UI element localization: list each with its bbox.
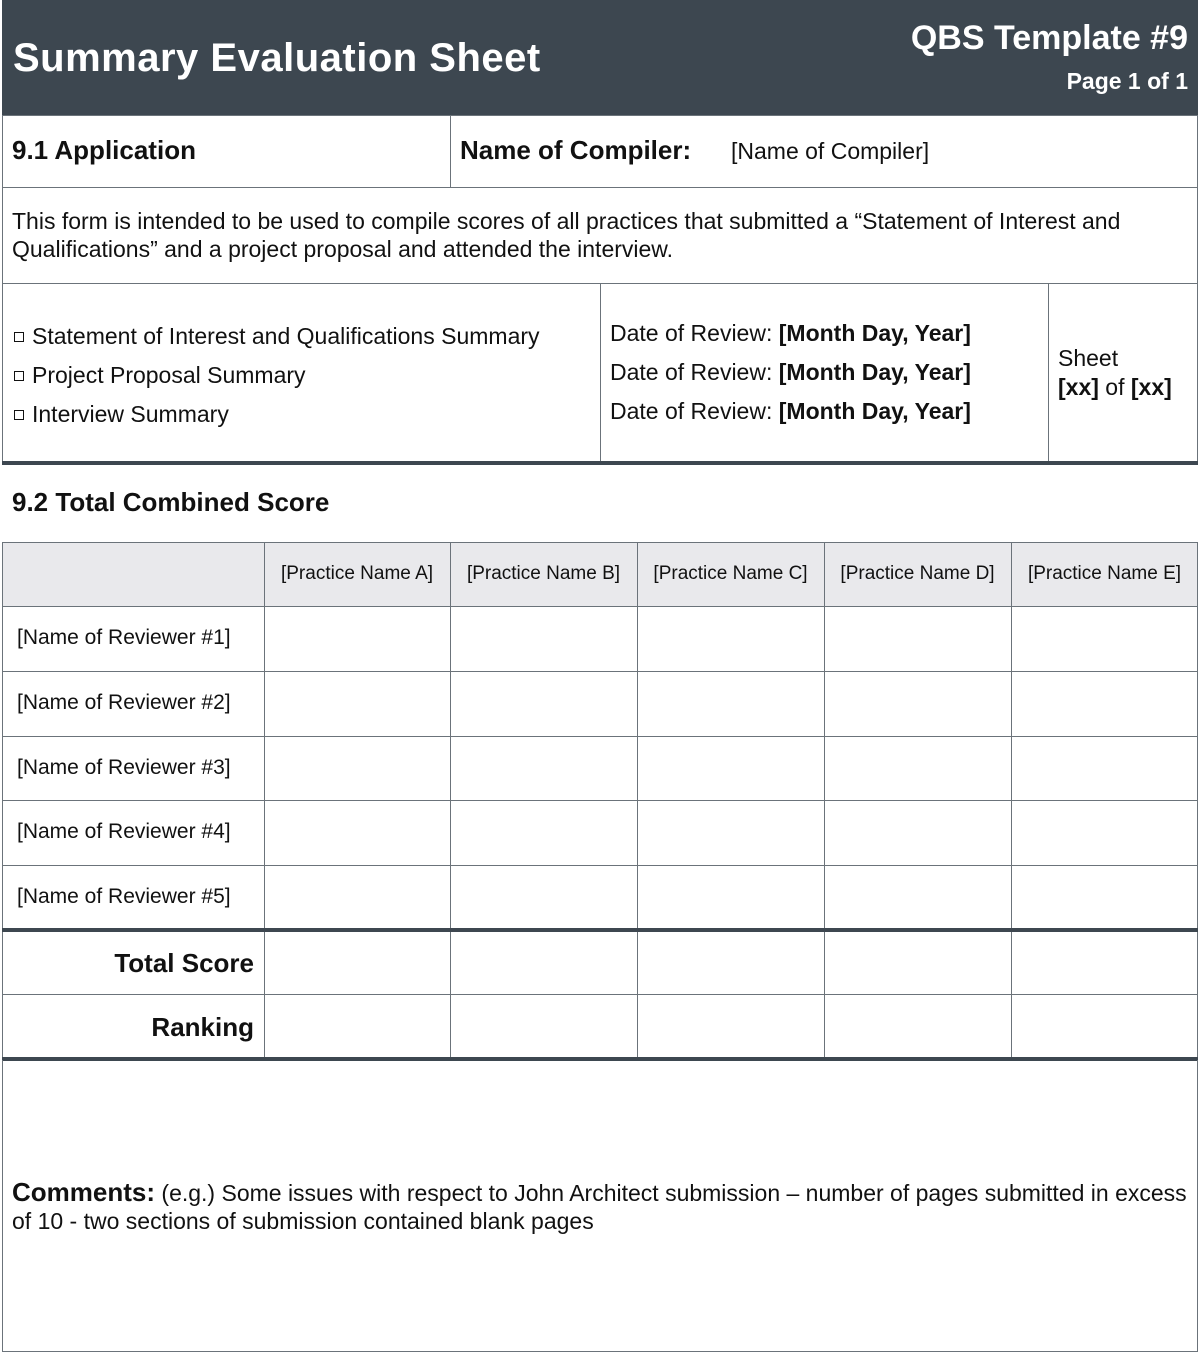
compiler-name-field[interactable]: [Name of Compiler] [731,138,930,164]
checklist-label: Project Proposal Summary [32,362,306,388]
comments-body: (e.g.) Some issues with respect to John Architect submission – number of pages submitted in excess of 10 - two sections of submission contained blank pages [12,1180,1187,1234]
practice-column-header: [Practice Name D] [840,563,995,584]
page-title: Summary Evaluation Sheet [13,36,541,80]
sheet-of: of [1098,374,1131,400]
application-heading: 9.1 Application [12,135,196,165]
checkbox-icon[interactable] [14,410,24,420]
column-divider [637,542,638,1060]
practice-column-header: [Practice Name A] [280,563,434,584]
row-divider [2,671,1198,672]
practice-column-header: [Practice Name E] [1027,563,1182,584]
divider [600,283,601,463]
row-divider [2,994,1198,995]
review-date-value[interactable]: [Month Day, Year] [778,398,971,424]
reviewer-row-header: [Name of Reviewer #2] [17,691,231,714]
practice-column-header: [Practice Name C] [653,563,808,584]
review-date-value[interactable]: [Month Day, Year] [778,359,971,385]
page-header [2,0,1198,115]
practice-column-header: [Practice Name B] [466,563,621,584]
comments-text[interactable] [12,1178,1192,1235]
divider [450,115,451,188]
checklist-label: Interview Summary [32,401,229,427]
ranking-label: Ranking [151,1012,254,1042]
reviewer-row-header: [Name of Reviewer #1] [17,626,231,649]
divider [1048,283,1049,463]
reviewer-row-header: [Name of Reviewer #5] [17,885,231,908]
compiler-label: Name of Compiler: [460,135,692,165]
checklist-item[interactable] [14,401,229,428]
checkbox-icon[interactable] [14,371,24,381]
review-date-label: Date of Review: [610,398,779,424]
reviewer-row-header: [Name of Reviewer #4] [17,820,231,843]
row-divider [2,800,1198,801]
column-divider [1011,542,1012,1060]
review-date-value[interactable]: [Month Day, Year] [778,320,971,346]
template-number: QBS Template #9 [910,19,1188,57]
score-table [2,542,1198,1060]
section-divider [2,461,1198,465]
column-divider [264,542,265,1060]
total-score-label: Total Score [114,948,254,978]
checklist-label: Statement of Interest and Qualifications Summary [32,323,540,349]
sheet-total[interactable]: [xx] [1130,374,1172,400]
row-divider [2,865,1198,866]
page-indicator: Page 1 of 1 [1066,68,1188,94]
checklist-item[interactable] [14,323,540,350]
totals-divider [2,928,1198,932]
column-divider [824,542,825,1060]
review-date [610,398,971,425]
checkbox-icon[interactable] [14,332,24,342]
score-section-heading: 9.2 Total Combined Score [12,487,330,517]
checklist-item[interactable] [14,362,306,389]
review-date-label: Date of Review: [610,320,779,346]
row-divider [2,606,1198,607]
comments-label: Comments: [12,1177,156,1207]
sheet-label: Sheet [1058,345,1119,371]
sheet-current[interactable]: [xx] [1058,374,1099,400]
review-date [610,320,971,347]
review-date [610,359,971,386]
reviewer-row-header: [Name of Reviewer #3] [17,756,231,779]
column-divider [450,542,451,1060]
review-date-label: Date of Review: [610,359,779,385]
row-divider [2,736,1198,737]
sheet-count [1058,374,1172,401]
intro-text: This form is intended to be used to compile scores of all practices that submitted a “Statement of Interest and Qualifications” and a project proposal and attended the interview. [12,208,1121,262]
